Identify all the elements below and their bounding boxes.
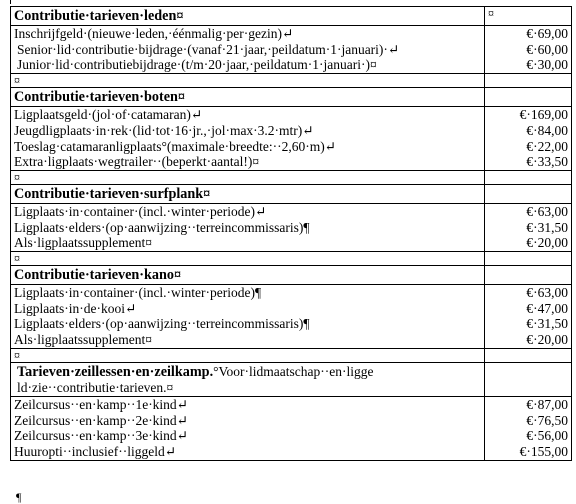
section-heading-row: [11, 88, 572, 107]
item-amount: €·22,00: [526, 138, 568, 154]
section-heading-note: °Voor·lidmaatschap··en·ligge ld·zie··contributie·tarieven.¤: [17, 363, 374, 395]
cell-end-mark: ¤: [14, 170, 20, 184]
item-label: Ligplaats·elders·(op·aanwijzing··terreincommissaris)¶: [14, 316, 310, 332]
item-amount: €·31,50: [526, 316, 568, 332]
item-amount: €·20,00: [526, 235, 568, 251]
item-amount: €·30,00: [526, 57, 568, 73]
item-label: Inschrijfgeld·(nieuwe·leden,·éénmalig·per·gezin)↵: [14, 26, 294, 41]
item-amount: €·169,00: [519, 107, 568, 123]
cell-end-mark: ¤: [14, 251, 20, 266]
item-amount: €·20,00: [526, 332, 568, 348]
item-label: Toeslag·catamaranligplaats°(maximale·breedte:··2,60·m)↵: [14, 138, 336, 154]
spacer-row: [11, 252, 572, 266]
item-amount: €·63,00: [526, 203, 568, 219]
item-label: Ligplaats·in·container·(incl.·winter·periode)¶: [14, 285, 262, 301]
item-amount: €·31,50: [526, 219, 568, 235]
item-label: Senior·lid·contributie·bijdrage·(vanaf·21·jaar,·peildatum·1·januari)·↵: [17, 41, 400, 57]
item-amount: €·56,00: [526, 428, 568, 444]
item-amount: €·33,50: [526, 154, 568, 170]
cell-end-mark: ¤: [14, 348, 20, 362]
section-heading-surfplank: Contributie·tarieven·surfplank¤: [14, 185, 211, 202]
item-amount: €·87,00: [526, 396, 568, 412]
item-label: Extra·ligplaats·wegtrailer··(beperkt·aantal!)¤: [14, 154, 260, 170]
document-end-mark: ¶: [16, 490, 22, 504]
section-items-row: [11, 26, 572, 74]
item-label: Ligplaats·elders·(op·aanwijzing··terreincommissaris)¶: [14, 219, 310, 235]
item-label: Als·ligplaatssupplement¤: [14, 332, 152, 348]
section-items-row: [11, 203, 572, 251]
item-label: Ligplaats·in·de·kooi↵: [14, 300, 137, 316]
item-label: Ligplaats·in·container·(incl.·winter·periode)↵: [14, 203, 267, 219]
tariff-table: [10, 6, 572, 461]
section-heading-zeillessen: Tarieven·zeillessen·en·zeilkamp.: [17, 363, 214, 380]
section-items-row: [11, 396, 572, 460]
item-label: Huuropti··inclusief··liggeld↵: [14, 443, 177, 459]
section-items-row: [11, 107, 572, 171]
section-heading-kano: Contributie·tarieven·kano¤: [14, 267, 182, 284]
item-label: Junior·lid·contributiebijdrage·(t/m·20·jaar,·peildatum·1·januari·)¤: [17, 57, 377, 73]
item-amount: €·63,00: [526, 285, 568, 301]
cell-end-mark: ¤: [14, 73, 20, 88]
section-heading-leden: Contributie·tarieven·leden¤: [14, 8, 184, 24]
cell-end-mark: ¤: [488, 6, 494, 20]
item-label: Zeilcursus··en·kamp··2e·kind↵: [14, 412, 188, 428]
item-amount: €·60,00: [526, 41, 568, 57]
spacer-row: [11, 170, 572, 184]
item-amount: €·155,00: [519, 443, 568, 459]
section-heading-row: [11, 266, 572, 285]
item-label: Ligplaatsgeld·(jol·of·catamaran)↵: [14, 107, 203, 123]
section-items-row: [11, 285, 572, 349]
item-amount: €·69,00: [526, 26, 568, 41]
item-label: Als·ligplaatssupplement¤: [14, 235, 152, 251]
item-label: Zeilcursus··en·kamp··3e·kind↵: [14, 428, 188, 444]
section-heading-boten: Contributie·tarieven·boten¤: [14, 89, 186, 106]
page-top-mark: [10, 0, 11, 4]
item-amount: €·84,00: [526, 122, 568, 138]
item-amount: €·47,00: [526, 300, 568, 316]
spacer-row: [11, 74, 572, 88]
item-label: Jeugdligplaats·in·rek·(lid·tot·16·jr.,·jol·max·3.2·mtr)↵: [14, 122, 314, 138]
section-heading-row: [11, 184, 572, 203]
spacer-row: [11, 348, 572, 362]
item-label: Zeilcursus··en·kamp··1e·kind↵: [14, 396, 188, 412]
section-heading-row: [11, 7, 572, 26]
item-amount: €·76,50: [526, 412, 568, 428]
section-heading-row: [11, 362, 572, 396]
